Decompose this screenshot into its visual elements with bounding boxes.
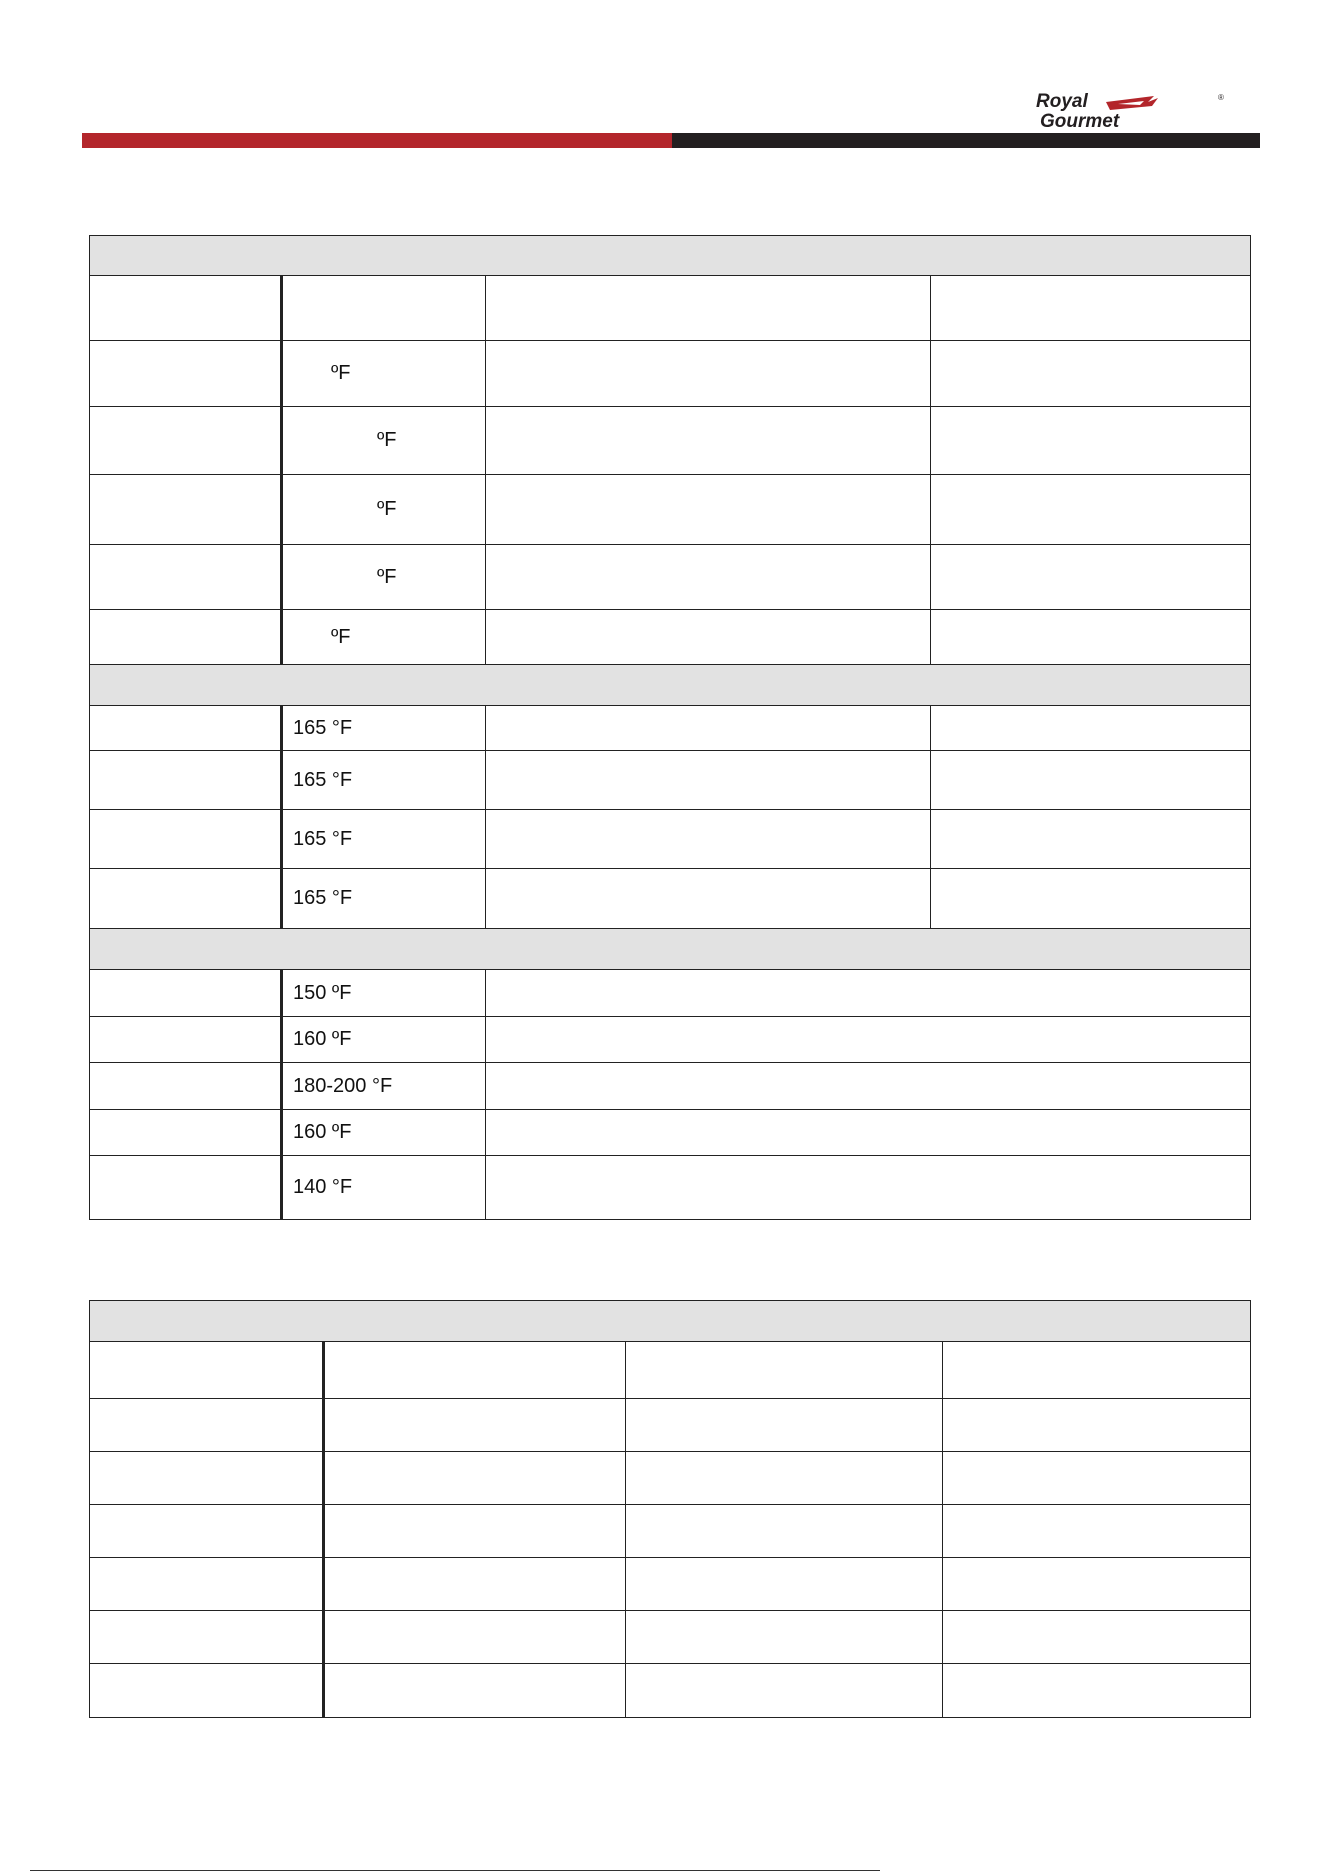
table-cell xyxy=(90,1611,324,1664)
temp-cell: 150 ºF xyxy=(282,970,486,1017)
temp-cell: 140 °F xyxy=(282,1156,486,1220)
table-row xyxy=(90,1063,1251,1110)
table-cell xyxy=(90,810,282,869)
table-cell xyxy=(626,1399,943,1452)
table-cell xyxy=(626,1558,943,1611)
section-header xyxy=(90,665,1251,706)
table-cell xyxy=(90,1063,282,1110)
table-cell xyxy=(486,970,1251,1017)
royal-gourmet-logo xyxy=(1036,90,1236,130)
table-row xyxy=(90,1664,1251,1718)
table-cell xyxy=(90,1399,324,1452)
table-cell xyxy=(324,1399,626,1452)
table-cell xyxy=(324,1664,626,1718)
table-cell xyxy=(943,1558,1251,1611)
table-cell xyxy=(486,610,931,665)
table-cell xyxy=(486,545,931,610)
temp-cell: ºF xyxy=(282,610,486,665)
table-cell xyxy=(931,475,1251,545)
temp-cell: ºF xyxy=(282,475,486,545)
table-cell xyxy=(90,751,282,810)
table-cell xyxy=(931,610,1251,665)
temp-cell: ºF xyxy=(282,407,486,475)
table-row xyxy=(90,706,1251,751)
logo-line2: Gourmet xyxy=(1040,111,1120,130)
temp-cell: 160 ºF xyxy=(282,1110,486,1156)
table-cell xyxy=(486,706,931,751)
header-bar-red xyxy=(82,133,672,148)
table-cell xyxy=(486,407,931,475)
table-cell xyxy=(486,276,931,341)
table-cell xyxy=(931,751,1251,810)
table-cell xyxy=(90,1505,324,1558)
table-cell xyxy=(90,276,282,341)
table-row xyxy=(90,869,1251,929)
table-cell xyxy=(90,545,282,610)
section-header xyxy=(90,929,1251,970)
temp-cell: 165 °F xyxy=(282,751,486,810)
section-header-row xyxy=(90,1301,1251,1342)
table-row xyxy=(90,751,1251,810)
temp-cell xyxy=(282,276,486,341)
section-header-row xyxy=(90,929,1251,970)
table-cell xyxy=(931,407,1251,475)
table-row xyxy=(90,475,1251,545)
table-cell xyxy=(90,407,282,475)
table-cell xyxy=(486,341,931,407)
table-row xyxy=(90,1452,1251,1505)
table-cell xyxy=(90,341,282,407)
table-cell xyxy=(943,1505,1251,1558)
table-cell xyxy=(324,1611,626,1664)
table-row xyxy=(90,970,1251,1017)
table-cell xyxy=(486,751,931,810)
table-cell xyxy=(90,475,282,545)
second-table xyxy=(89,1300,1251,1718)
table-cell xyxy=(931,545,1251,610)
table-row xyxy=(90,407,1251,475)
table-row xyxy=(90,276,1251,341)
table-cell xyxy=(486,869,931,929)
section-header-row xyxy=(90,665,1251,706)
table-cell xyxy=(90,1017,282,1063)
temp-cell: 165 °F xyxy=(282,869,486,929)
table-cell xyxy=(90,1558,324,1611)
table-cell xyxy=(626,1452,943,1505)
temperature-table xyxy=(89,235,1251,1220)
temp-cell: ºF xyxy=(282,341,486,407)
section-header xyxy=(90,1301,1251,1342)
table-cell xyxy=(90,706,282,751)
temp-cell: ºF xyxy=(282,545,486,610)
table-cell xyxy=(90,1664,324,1718)
temp-cell: 180-200 °F xyxy=(282,1063,486,1110)
temp-cell: 160 ºF xyxy=(282,1017,486,1063)
table-cell xyxy=(90,610,282,665)
table-cell xyxy=(931,276,1251,341)
table-cell xyxy=(486,1063,1251,1110)
table-cell xyxy=(626,1664,943,1718)
header-bar-black xyxy=(672,133,1260,148)
table-cell xyxy=(931,810,1251,869)
table-row xyxy=(90,1342,1251,1399)
table-cell xyxy=(90,1452,324,1505)
table-cell xyxy=(943,1611,1251,1664)
table-cell xyxy=(324,1342,626,1399)
table-cell xyxy=(626,1342,943,1399)
table-cell xyxy=(90,869,282,929)
logo-line1: Royal xyxy=(1036,91,1088,112)
table-cell xyxy=(931,706,1251,751)
section-header-row xyxy=(90,236,1251,276)
table-cell xyxy=(486,1017,1251,1063)
table-row xyxy=(90,1505,1251,1558)
table-row xyxy=(90,1558,1251,1611)
section-header xyxy=(90,236,1251,276)
table-row xyxy=(90,1611,1251,1664)
table-row xyxy=(90,341,1251,407)
table-cell xyxy=(626,1505,943,1558)
temp-cell: 165 °F xyxy=(282,810,486,869)
table-cell xyxy=(324,1558,626,1611)
table-cell xyxy=(943,1342,1251,1399)
table-cell xyxy=(931,869,1251,929)
registered-mark: ® xyxy=(1218,93,1224,102)
table-cell xyxy=(90,1342,324,1399)
table-row xyxy=(90,1156,1251,1220)
table-row xyxy=(90,545,1251,610)
table-cell xyxy=(90,970,282,1017)
temp-cell: 165 °F xyxy=(282,706,486,751)
table-cell xyxy=(90,1156,282,1220)
table-cell xyxy=(943,1664,1251,1718)
table-cell xyxy=(486,1156,1251,1220)
table-cell xyxy=(931,341,1251,407)
table-cell xyxy=(324,1452,626,1505)
table-cell xyxy=(626,1611,943,1664)
table-row xyxy=(90,810,1251,869)
table-row xyxy=(90,1017,1251,1063)
table-row xyxy=(90,610,1251,665)
table-cell xyxy=(90,1110,282,1156)
table-cell xyxy=(943,1399,1251,1452)
table-cell xyxy=(324,1505,626,1558)
table-cell xyxy=(486,475,931,545)
table-cell xyxy=(486,810,931,869)
table-cell xyxy=(943,1452,1251,1505)
table-row xyxy=(90,1399,1251,1452)
table-cell xyxy=(486,1110,1251,1156)
table-row xyxy=(90,1110,1251,1156)
footer-rule xyxy=(30,1870,880,1871)
